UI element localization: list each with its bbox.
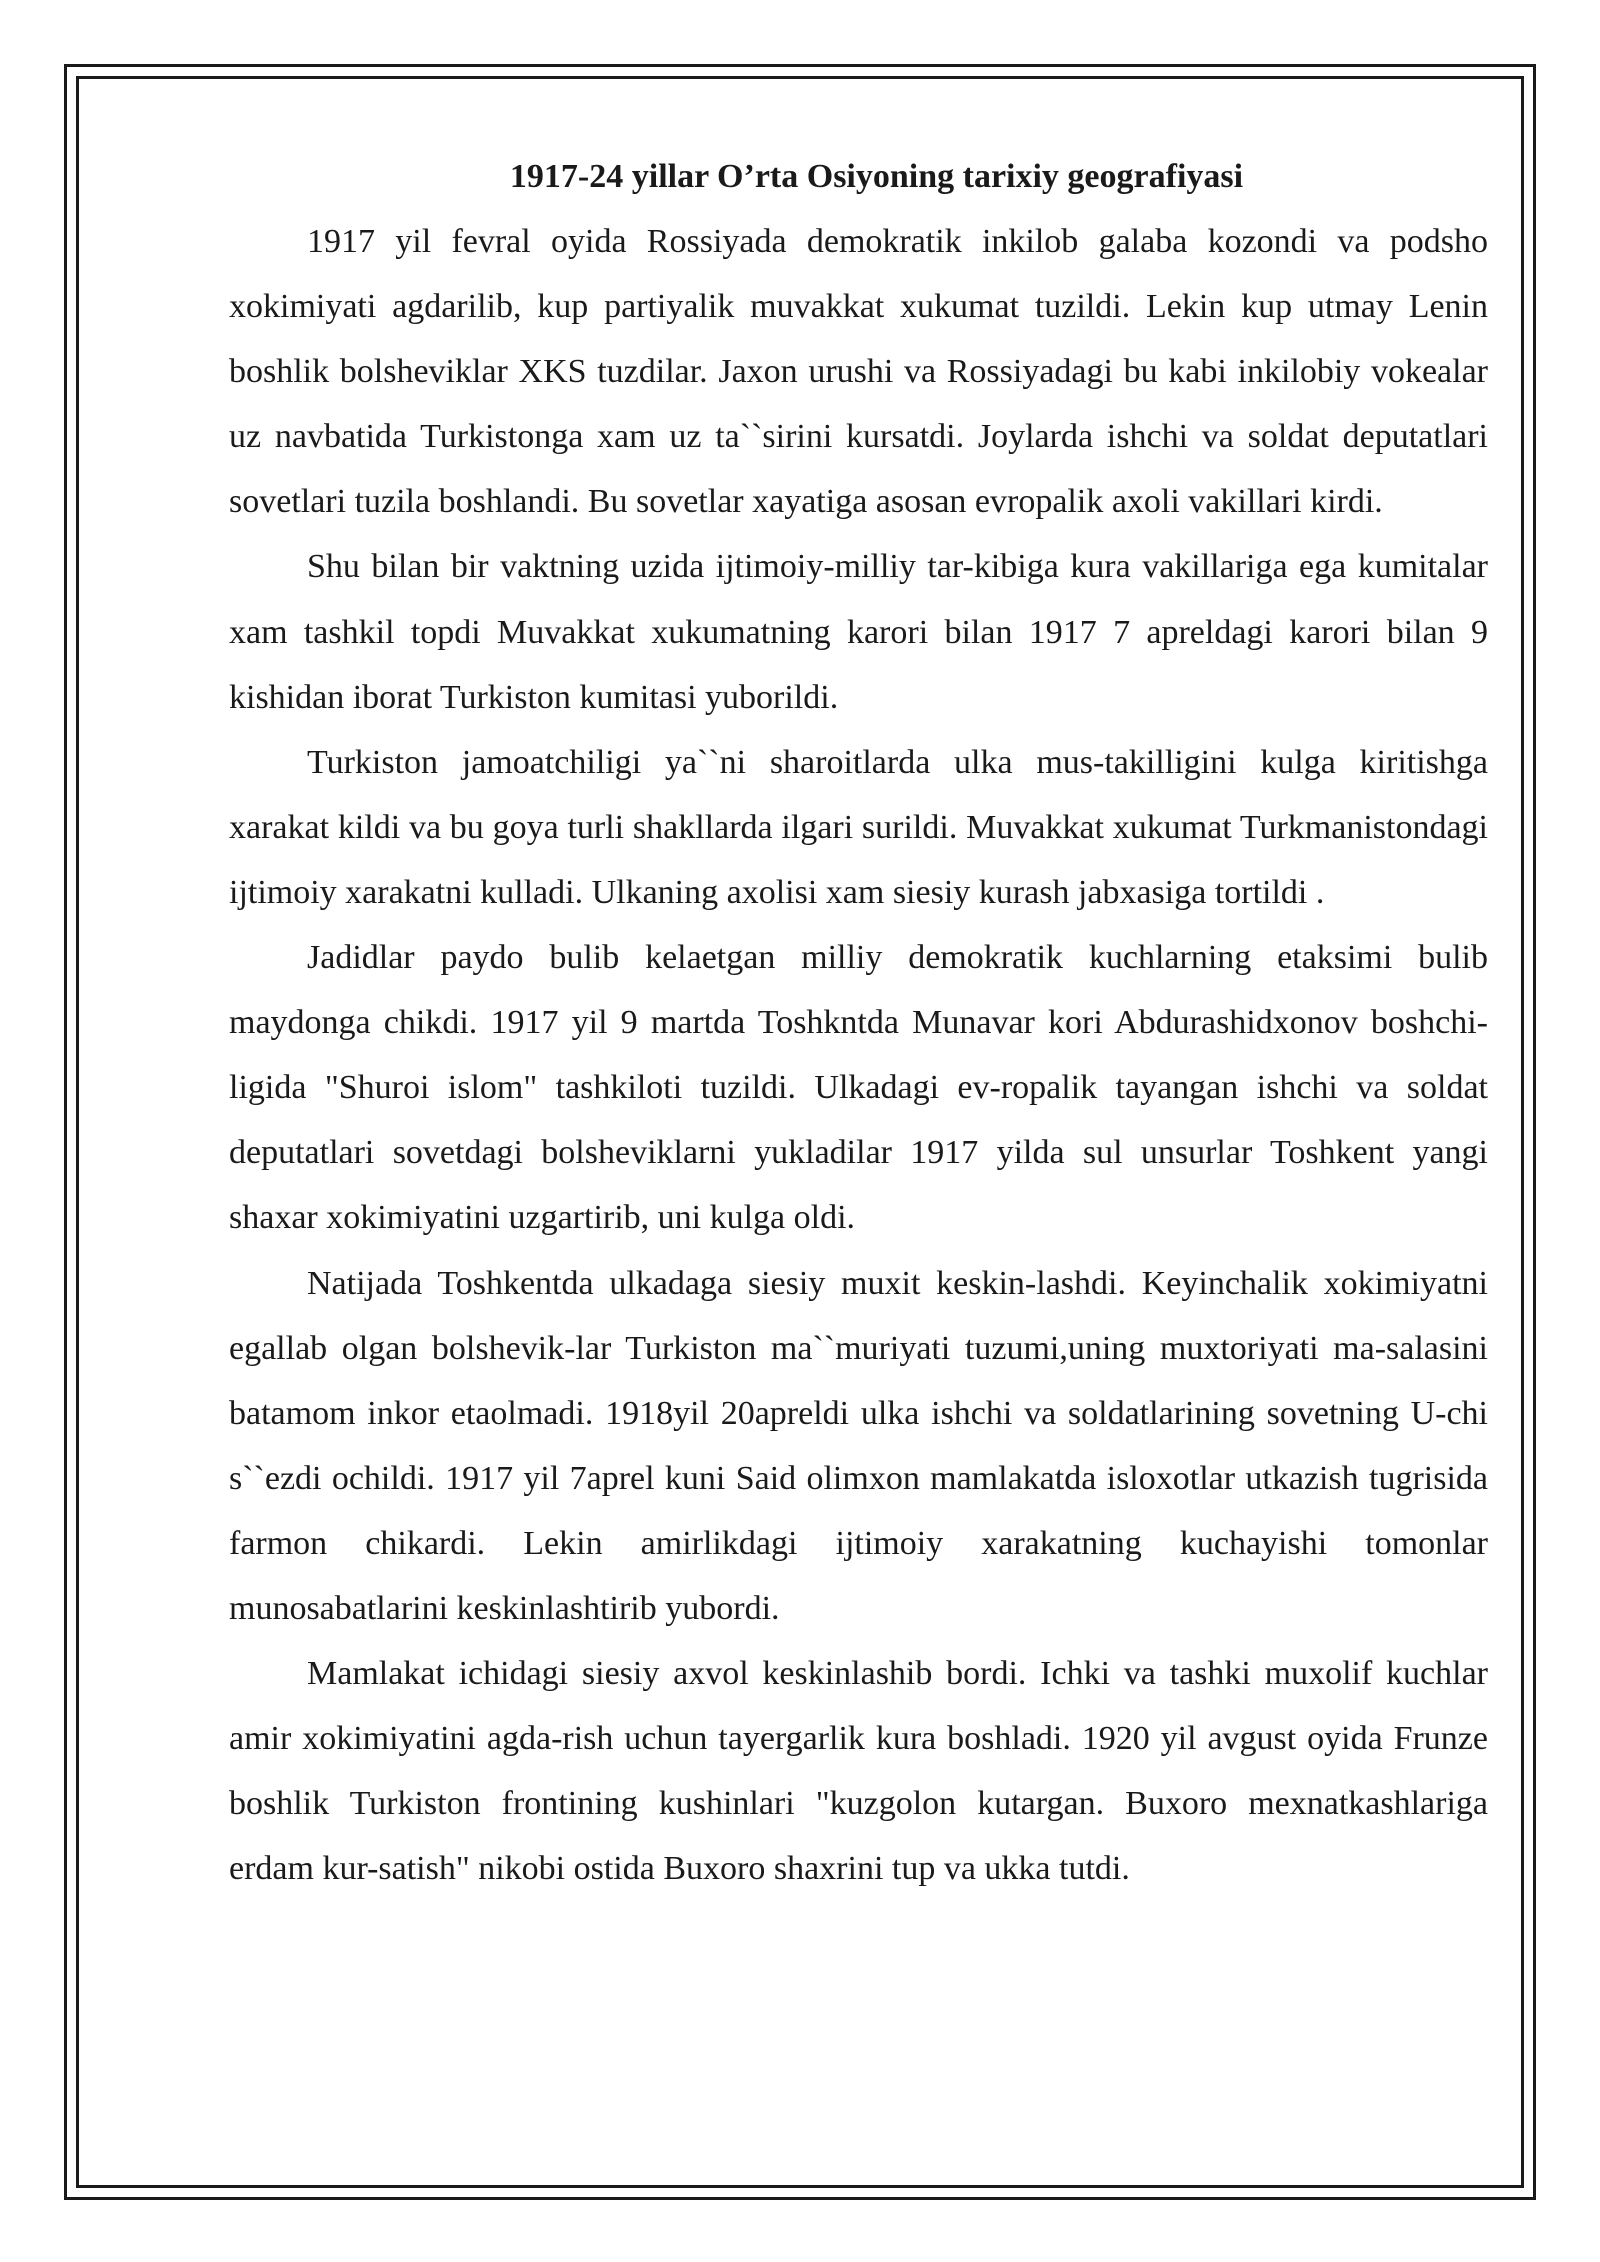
paragraph-3: Turkiston jamoatchiligi ya``ni sharoitlarda ulka mus-takilligini kulga kiritishga xarakat kildi va bu goya turli shakllarda ilgari surildi. Muvakkat xukumat Turkmanistondagi ijtimoiy xarakatni kulladi. Ulkaning axolisi xam siesiy kurash jabxasiga tortildi .	[229, 743, 1488, 911]
document-title: 1917-24 yillar O’rta Osiyoning tarixiy geografiyasi	[509, 158, 1244, 195]
paragraph-6: Mamlakat ichidagi siesiy axvol keskinlashib bordi. Ichki va tashki muxolif kuchlar amir xokimiyatini agda-rish uchun tayergarlik kura boshladi. 1920 yil avgust oyida Frunze boshlik Turkiston frontining kushinlari "kuzgolon kutargan. Buxoro mexnatkashlariga erdam kur-satish" nikobi ostida Buxoro shaxrini tup va ukka tutdi.	[229, 1655, 1488, 1888]
document-body	[229, 145, 1488, 1901]
paragraph-4: Jadidlar paydo bulib kelaetgan milliy demokratik kuchlarning etaksimi bulib maydonga chikdi. 1917 yil 9 martda Toshkntda Munavar kori Abdurashidxonov boshchi-ligida "Shuroi islom" tashkiloti tuzildi. Ulkadagi ev-ropalik tayangan ishchi va soldat deputatlari sovetdagi bolsheviklarni yukladilar 1917 yilda sul unsurlar Toshkent yangi shaxar xokimiyatini uzgartirib, uni kulga oldi.	[229, 939, 1488, 1237]
paragraph-5: Natijada Toshkentda ulkadaga siesiy muxit keskin-lashdi. Keyinchalik xokimiyatni egallab olgan bolshevik-lar Turkiston ma``muriyati tuzumi,uning muxtoriyati ma-salasini batamom inkor etaolmadi. 1918yil 20apreldi ulka ishchi va soldatlarining sovetning U-chi s``ezdi ochildi. 1917 yil 7aprel kuni Said olimxon mamlakatda isloxotlar utkazish tugrisida farmon chikardi. Lekin amirlikdagi ijtimoiy xarakatning kuchayishi tomonlar munosabatlarini keskinlashtirib yubordi.	[229, 1264, 1488, 1627]
paragraph-1: 1917 yil fevral oyida Rossiyada demokratik inkilob galaba kozondi va podsho xokimiyati agdarilib, kup partiyalik muvakkat xukumat tuzildi. Lekin kup utmay Lenin boshlik bolsheviklar XKS tuzdilar. Jaxon urushi va Rossiyadagi bu kabi inkilobiy vokealar uz navbatida Turkistonga xam uz ta``sirini kursatdi. Joylarda ishchi va soldat deputatlari sovetlari tuzila boshlandi. Bu sovetlar xayatiga asosan evropalik axoli vakillari kirdi.	[229, 223, 1488, 521]
paragraph-2: Shu bilan bir vaktning uzida ijtimoiy-milliy tar-kibiga kura vakillariga ega kumitalar xam tashkil topdi Muvakkat xukumatning karori bilan 1917 7 apreldagi karori bilan 9 kishidan iborat Turkiston kumitasi yuborildi.	[229, 548, 1488, 716]
